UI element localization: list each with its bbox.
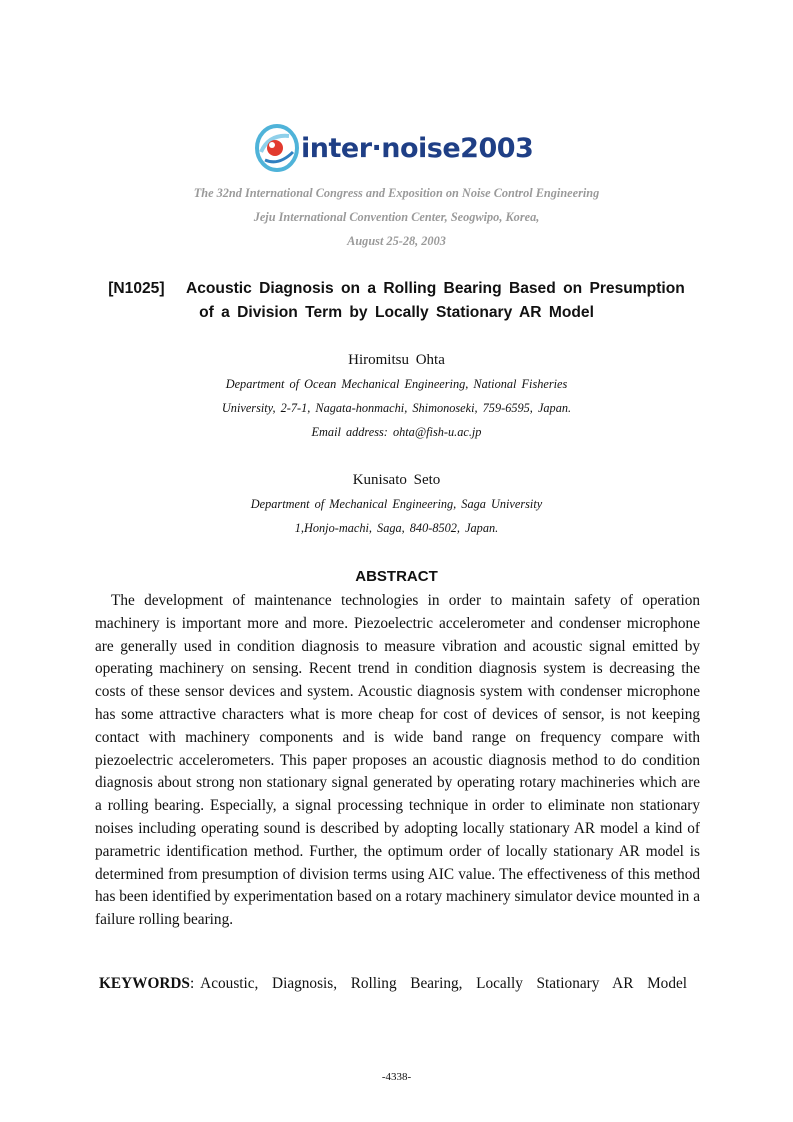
author-name: Kunisato Seto bbox=[352, 472, 441, 488]
keywords-line bbox=[99, 975, 687, 993]
conference-name: The 32nd International Congress and Exposition on Noise Control Engineering bbox=[193, 186, 600, 200]
paper-title-line-2: of a Division Term by Locally Stationary AR Model bbox=[199, 304, 594, 321]
abstract-body bbox=[95, 590, 700, 932]
logo-wordmark: inter·noise2003 bbox=[301, 132, 534, 164]
author-name: Hiromitsu Ohta bbox=[348, 352, 445, 368]
paper-title-line-1: [N1025] Acoustic Diagnosis on a Rolling Bearing Based on Presumption bbox=[108, 280, 685, 297]
conference-venue: Jeju International Convention Center, Seogwipo, Korea, bbox=[253, 210, 540, 224]
page-number: -4338- bbox=[381, 1071, 412, 1083]
author-affiliation: Department of Ocean Mechanical Engineering, National Fisheries bbox=[225, 377, 568, 391]
keywords-text: : Acoustic, Diagnosis, Rolling Bearing, Locally Stationary AR Model bbox=[189, 975, 688, 992]
abstract-paragraph: The development of maintenance technologies in order to maintain safety of operation machinery is important more and more. Piezoelectric accelerometer and condenser microphone are generally used in condition diagnosis to measure vibration and acoustic signal emitted by operating machinery on sensing. Recent trend in condition diagnosis system is decreasing the costs of these sensor devices and system. Acoustic diagnosis system with condenser microphone has some attractive characters what is more cheap for cost of devices of sensor, is not keeping contact with machinery components and is wide band range on frequency compare with piezoelectric accelerometers. This paper proposes an acoustic diagnosis method to do condition diagnosis about strong non stationary signal generated by operating rotary machineries which are a rolling bearing. Especially, a signal processing technique in order to eliminate non stationary noises including operating sound is described by adopting locally stationary AR model a kind of parametric identification method. Further, the optimum order of locally stationary AR model is determined from presumption of division terms using AIC value. The effectiveness of this method has been identified by experimentation based on a rotary machinery simulator device mounted in a failure rolling bearing. bbox=[95, 592, 700, 929]
conference-dates: August 25-28, 2003 bbox=[347, 234, 446, 248]
conference-logo bbox=[255, 122, 539, 174]
author-address: University, 2-7-1, Nagata-honmachi, Shimonoseki, 759-6595, Japan. bbox=[221, 401, 572, 415]
keywords-label: KEYWORDS bbox=[99, 975, 190, 992]
author-address: 1,Honjo-machi, Saga, 840-8502, Japan. bbox=[294, 521, 499, 535]
abstract-heading: ABSTRACT bbox=[355, 568, 438, 585]
author-email: Email address: ohta@fish-u.ac.jp bbox=[311, 425, 482, 439]
swirl-logo-icon bbox=[255, 122, 299, 174]
author-affiliation: Department of Mechanical Engineering, Saga University bbox=[250, 497, 543, 511]
